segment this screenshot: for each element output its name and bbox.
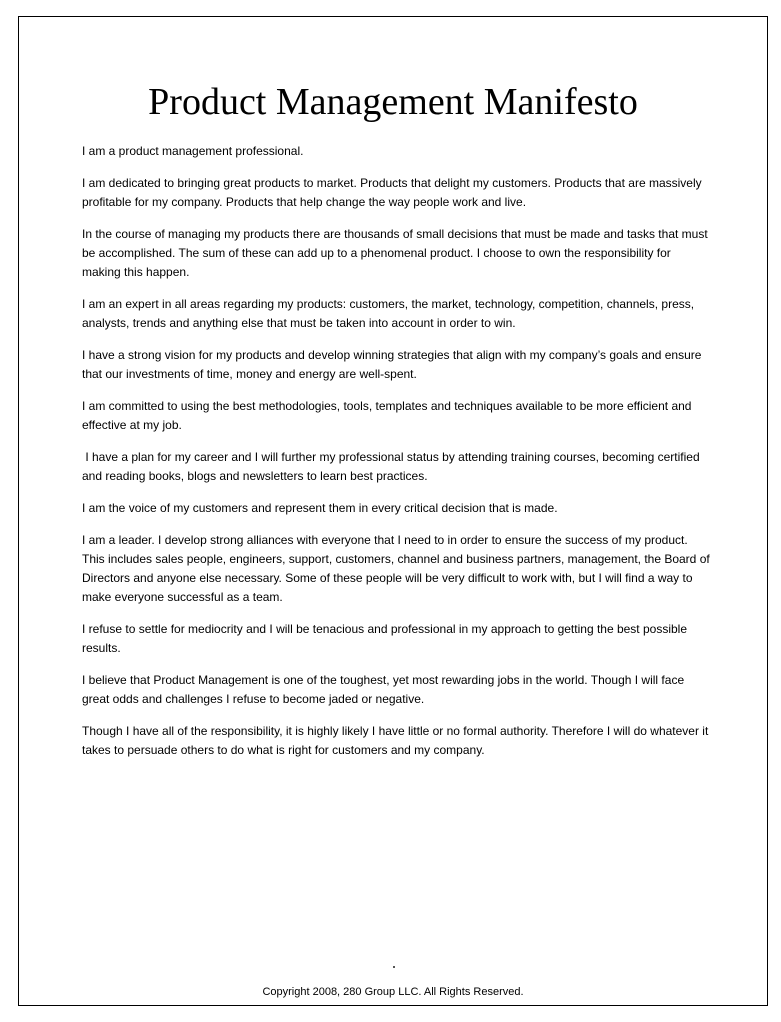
paragraph-1: I am a product management professional.: [82, 144, 304, 158]
paragraph-10: I refuse to settle for mediocrity and I will be tenacious and professional in my approach to getting the best possible results.: [82, 622, 688, 655]
stray-mark: [393, 966, 395, 968]
paragraph-11: I believe that Product Management is one of the toughest, yet most rewarding jobs in the world. Though I will face great odds and challenges I refuse to become jaded or negative.: [82, 673, 685, 706]
paragraph-12: Though I have all of the responsibility, it is highly likely I have little or no formal authority. Therefore I will do whatever it takes to persuade others to do what is right for customers and my company.: [82, 724, 709, 757]
paragraph-4: I am an expert in all areas regarding my products: customers, the market, technology, competition, channels, press, analysts, trends and anything else that must be taken into account in order to win.: [82, 297, 695, 330]
copyright-footer: Copyright 2008, 280 Group LLC. All Rights Reserved.: [262, 986, 524, 998]
paragraph-7: I have a plan for my career and I will further my professional status by attending training courses, becoming certified and reading books, blogs and newsletters to learn best practices.: [82, 450, 703, 483]
paragraph-6: I am committed to using the best methodologies, tools, templates and techniques available to be more efficient and effective at my job.: [82, 399, 692, 432]
document-title: Product Management Manifesto: [148, 81, 638, 123]
manifesto-body: [82, 142, 710, 773]
paragraph-3: In the course of managing my products there are thousands of small decisions that must be made and tasks that must be accomplished. The sum of these can add up to a phenomenal product. I choose to own the responsibility for making this happen.: [82, 227, 708, 279]
paragraph-8: I am the voice of my customers and represent them in every critical decision that is made.: [82, 501, 558, 515]
paragraph-2: I am dedicated to bringing great products to market. Products that delight my customers. Products that are massively profitable for my company. Products that help change the way people work and live.: [82, 176, 702, 209]
paragraph-5: I have a strong vision for my products and develop winning strategies that align with my company’s goals and ensure that our investments of time, money and energy are well-spent.: [82, 348, 702, 381]
paragraph-9: I am a leader. I develop strong alliances with everyone that I need to in order to ensure the success of my product. This includes sales people, engineers, support, customers, channel and business partners, management, the Board of Directors and anyone else necessary. Some of these people will be very difficult to work with, but I will find a way to make everyone successful as a team.: [82, 533, 710, 604]
